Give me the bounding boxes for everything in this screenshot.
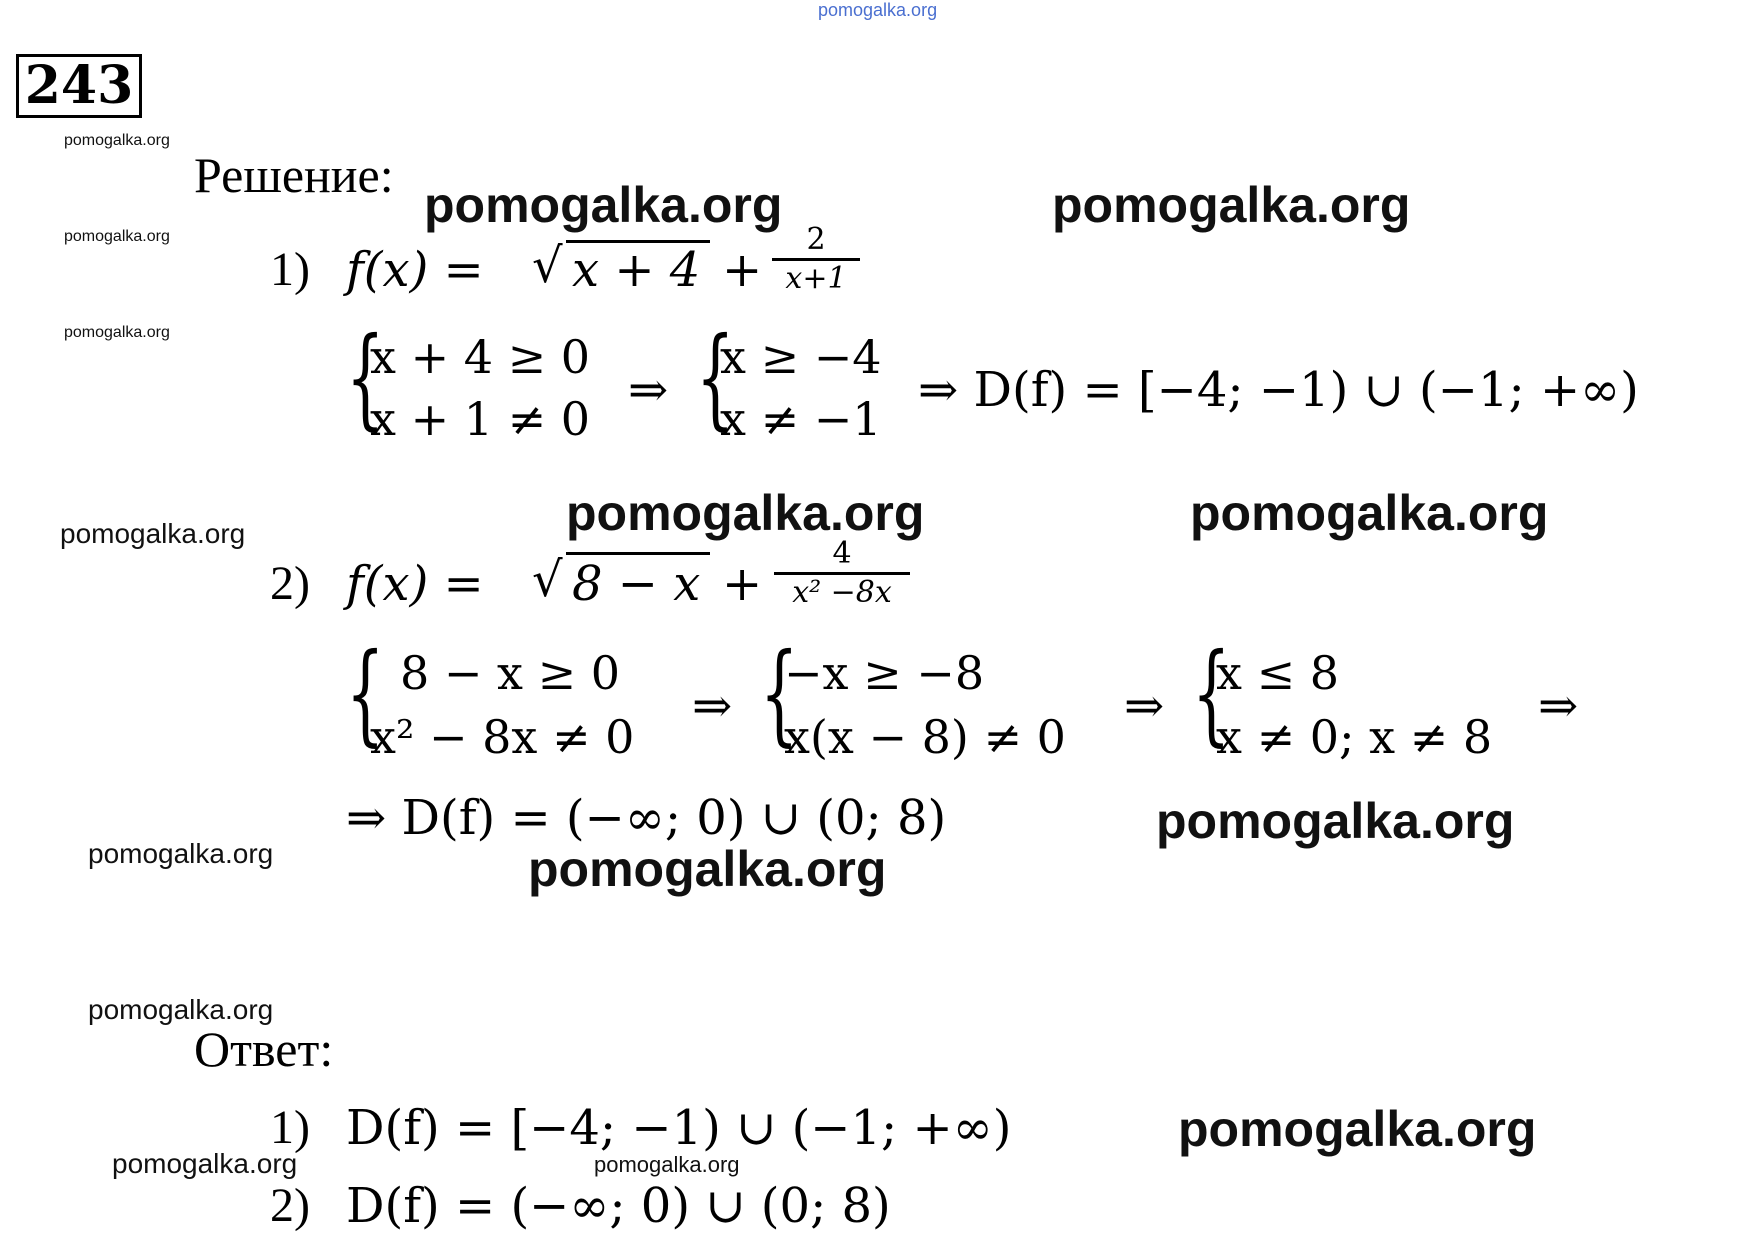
- watermark: pomogalka.org: [1052, 177, 1411, 233]
- system-row: x ≥ −4: [720, 330, 882, 384]
- answer-heading: Ответ:: [194, 1021, 334, 1077]
- brace-icon: {: [346, 629, 385, 757]
- brace-icon: {: [696, 313, 735, 441]
- watermark: pomogalka.org: [64, 324, 170, 341]
- answer1-label: 1): [270, 1101, 310, 1154]
- system-row: x ≤ 8: [1216, 646, 1339, 700]
- answer1: D(f) = [−4; −1) ∪ (−1; +∞): [346, 1100, 1012, 1156]
- brace-icon: {: [346, 313, 385, 441]
- brace-icon: {: [760, 629, 799, 757]
- watermark: pomogalka.org: [112, 1148, 298, 1179]
- watermark: pomogalka.org: [1190, 485, 1549, 541]
- watermark: pomogalka.org: [594, 1152, 740, 1177]
- part2-func-lhs: f(x) =: [346, 556, 484, 612]
- watermark: pomogalka.org: [424, 177, 783, 233]
- watermark: pomogalka.org: [60, 518, 246, 549]
- part1-domain: ⇒ D(f) = [−4; −1) ∪ (−1; +∞): [918, 362, 1639, 418]
- system-row: x ≠ −1: [720, 392, 882, 446]
- sqrt-sign: √: [532, 238, 563, 294]
- solution-heading: Решение:: [194, 147, 394, 203]
- watermark: pomogalka.org: [88, 994, 274, 1025]
- implies-arrow: ⇒: [628, 362, 669, 418]
- watermark: pomogalka.org: [528, 841, 887, 897]
- fraction-denominator: x+1: [785, 261, 847, 296]
- watermark: pomogalka.org: [1178, 1101, 1537, 1157]
- problem-number: 243: [16, 54, 142, 118]
- part2-sqrt-arg: 8 − x: [572, 556, 701, 612]
- implies-arrow: ⇒: [1538, 678, 1579, 734]
- part2-label: 2): [270, 557, 310, 610]
- system-row: −x ≥ −8: [784, 646, 985, 700]
- system-row: x(x − 8) ≠ 0: [784, 710, 1066, 764]
- fraction-denominator: x² −8x: [792, 575, 892, 610]
- brace-icon: {: [1192, 629, 1231, 757]
- system-row: 8 − x ≥ 0: [400, 646, 621, 700]
- sqrt-sign: √: [532, 552, 563, 608]
- plus-sign: +: [722, 556, 763, 612]
- answer2-label: 2): [270, 1179, 310, 1232]
- part2-fraction: [774, 536, 910, 611]
- part1-label: 1): [270, 243, 310, 296]
- part1-sqrt-arg: x + 4: [572, 242, 701, 298]
- fraction-numerator: 4: [832, 536, 852, 571]
- watermark-top: pomogalka.org: [818, 0, 938, 20]
- part2-domain: ⇒ D(f) = (−∞; 0) ∪ (0; 8): [346, 790, 947, 846]
- plus-sign: +: [722, 242, 763, 298]
- implies-arrow: ⇒: [692, 678, 733, 734]
- watermark: pomogalka.org: [566, 485, 925, 541]
- watermark: pomogalka.org: [1156, 793, 1515, 849]
- sqrt-bar: [566, 552, 710, 555]
- watermark: pomogalka.org: [64, 228, 170, 245]
- watermark: pomogalka.org: [88, 838, 274, 869]
- system-row: x² − 8x ≠ 0: [370, 710, 635, 764]
- answer2: D(f) = (−∞; 0) ∪ (0; 8): [346, 1178, 891, 1234]
- part1-func-lhs: f(x) =: [346, 242, 484, 298]
- implies-arrow: ⇒: [1124, 678, 1165, 734]
- system-row: x + 4 ≥ 0: [370, 330, 591, 384]
- watermark: pomogalka.org: [64, 132, 170, 149]
- system-row: x ≠ 0; x ≠ 8: [1216, 710, 1493, 764]
- fraction-numerator: 2: [806, 222, 826, 257]
- system-row: x + 1 ≠ 0: [370, 392, 591, 446]
- part1-fraction: [772, 222, 860, 297]
